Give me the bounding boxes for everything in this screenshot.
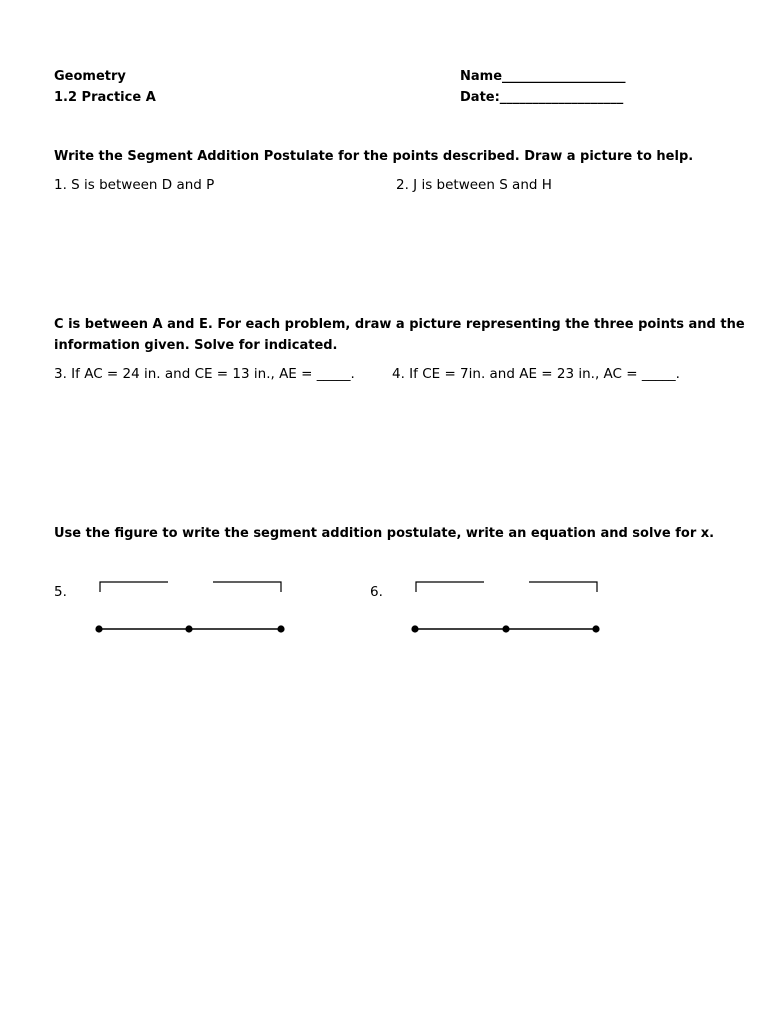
date-line: Date:___________________ — [460, 90, 624, 105]
figure-5 — [95, 582, 284, 633]
figure-6-point-left — [411, 625, 418, 632]
problem-5-number: 5. — [54, 584, 67, 600]
figure-6-right-bracket — [529, 582, 597, 592]
figure-6 — [411, 582, 599, 633]
section2-instruction-line-1: C is between A and E. For each problem, draw a picture representing the three points and the — [54, 317, 745, 332]
problem-2: 2. J is between S and H — [396, 177, 552, 193]
practice-title: 1.2 Practice A — [54, 90, 156, 105]
figure-6-point-right — [592, 625, 599, 632]
figure-5-point-left — [95, 625, 102, 632]
section1-instruction: Write the Segment Addition Postulate for the points described. Draw a picture to help. — [54, 149, 694, 164]
problem-1: 1. S is between D and P — [54, 177, 215, 193]
figure-5-point-middle — [185, 625, 192, 632]
figure-5-left-bracket — [100, 582, 168, 592]
problem-3: 3. If AC = 24 in. and CE = 13 in., AE = _____. — [54, 366, 355, 382]
figure-6-left-bracket — [416, 582, 484, 592]
course-title: Geometry — [54, 69, 126, 84]
section2-instruction-line-2: information given. Solve for indicated. — [54, 338, 338, 353]
figure-5-point-right — [277, 625, 284, 632]
problem-6-number: 6. — [370, 584, 383, 600]
figure-6-point-middle — [502, 625, 509, 632]
section3-instruction: Use the figure to write the segment addition postulate, write an equation and solve for x. — [54, 526, 715, 541]
name-line: Name___________________ — [460, 69, 626, 84]
figure-5-right-bracket — [213, 582, 281, 592]
problem-4: 4. If CE = 7in. and AE = 23 in., AC = _____. — [392, 366, 680, 382]
